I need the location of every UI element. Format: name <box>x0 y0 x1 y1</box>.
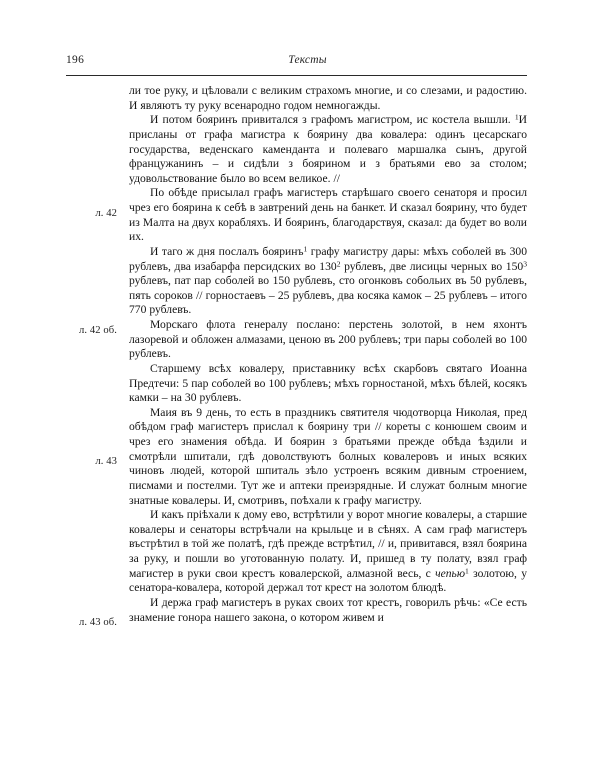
text-run: По обѣде присылал графъ магистеръ старѣшаго своего сенаторя и просил чрез его боярина к себѣ в завтрений день на банкет. И сказал боярину, что будет из Малта на двух корабляхъ. И бояринъ, благодарствуя, сказал: да будет во воли их. <box>129 186 527 244</box>
page-number: 196 <box>66 54 85 66</box>
text-run: ли тое руку, и цѣловали с великим страхомъ многие, и со слезами, и радостию. И являютъ ту руку всенародно годом немногажды. <box>129 84 527 112</box>
running-head <box>66 54 527 72</box>
body-paragraph <box>129 508 527 596</box>
body-paragraph <box>129 406 527 508</box>
footnote-marker: 2 <box>336 259 341 269</box>
body-paragraph <box>129 596 527 625</box>
text-run: Морскаго флота генералу послано: перстень золотой, в нем яхонтъ лазоревой и обложен алмазами, ценою въ 200 рублевъ; три пары соболей во 100 рублевъ. <box>129 318 527 361</box>
margin-note-column <box>0 0 129 765</box>
text-run: графу магистру дары: мѣхъ соболей въ 300 рублевъ, два изабарфа персидских во 130 <box>129 244 527 273</box>
footnote-marker: 3 <box>523 259 527 269</box>
margin-folio-note: л. 43 <box>95 456 117 467</box>
text-run: Старшему всѣх ковалеру, приставнику всѣх скарбовъ святаго Иоанна Предтечи: 5 пар соболей во 100 рублевъ; мѣхъ горностаной, мѣхъ бѣлей, косякъ камки – на 30 рублевъ. <box>129 361 527 405</box>
margin-folio-note: л. 43 об. <box>78 617 117 628</box>
text-run: И таго ж дня послалъ бояринъ <box>150 244 304 258</box>
text-run: И присланы от графа магистра к боярину два ковалера: одинъ цесарскаго государства, веденскаго каменданта и полеваго маршалка сынъ, другой францужанинъ – и сидѣли з боярином и з братьями ево за столом; удовольствование было во всем великое. // <box>129 113 527 185</box>
text-run: рублевъ, две лисицы черных во 150 <box>340 259 524 273</box>
body-paragraph <box>129 186 527 245</box>
emphasis-text: чепью <box>435 566 466 580</box>
margin-folio-note: л. 42 <box>95 208 117 219</box>
body-paragraph <box>129 362 527 406</box>
text-run: И какъ прiѣхали к дому ево, встрѣтили у ворот многие ковалеры, а старшие ковалеры и сенаторы встрѣчали на крыльце и в сѣнях. А сам граф магистеръ въстрѣтил в той же полатѣ, гдѣ прежде встрѣтил, // и, привитався, взял боярина за руку, и пошли во уготованную полату. И, пришед в ту полату, взял граф магистер в руки свои крестъ ковалерской, алмазной весь, с <box>129 508 527 580</box>
text-run: И держа граф магистеръ в руках своих тот крестъ, говорилъ рѣчь: «Се есть знамение гонора нашего закона, о котором живем и <box>129 595 527 624</box>
body-paragraph <box>129 318 527 362</box>
header-divider <box>66 75 527 76</box>
body-paragraph <box>129 245 527 318</box>
text-run: И потом бояринъ привитался з графомъ магистром, ис костела вышли. <box>150 113 515 127</box>
body-paragraph <box>129 113 527 186</box>
footnote-marker: 1 <box>303 244 308 254</box>
running-head-title: Тексты <box>288 54 327 66</box>
text-run: золотою, у сенатора-ковалера, которой держал тот крест на золотом блюдѣ. <box>129 566 528 595</box>
footnote-marker: 1 <box>514 112 519 122</box>
text-run: рублевъ, пат пар соболей во 150 рублевъ, сто огонковъ собольих въ 50 рублевъ, пять сороков // горностаевъ – 25 рублевъ, два косяка камок – 25 рублевъ – итого 770 рублевъ. <box>129 274 527 317</box>
footnote-marker: 1 <box>465 566 469 576</box>
text-run: Маия въ 9 день, то есть в праздникъ святителя чюдотворца Николая, пред обѣдом граф магистеръ прислал к боярину три // кореты с конюшем своим и чрез его знамения обѣда. И боярин з братьями прежде обѣда ѣздили и смотрѣли шпитали, гдѣ доволствуютъ болных ковалеровъ и иных всяких чиновъ людей, которой шпиталь зѣло устроенъ всяким дивным строением, писмами и постелми. Тут же и аптеки преизрядные. И служат болным многие знатные ковалеры. И, смотривъ, поѣхали к графу магистру. <box>129 405 527 507</box>
margin-folio-note: л. 42 об. <box>78 325 117 336</box>
body-paragraph <box>129 84 527 113</box>
body-text-column <box>129 84 527 625</box>
